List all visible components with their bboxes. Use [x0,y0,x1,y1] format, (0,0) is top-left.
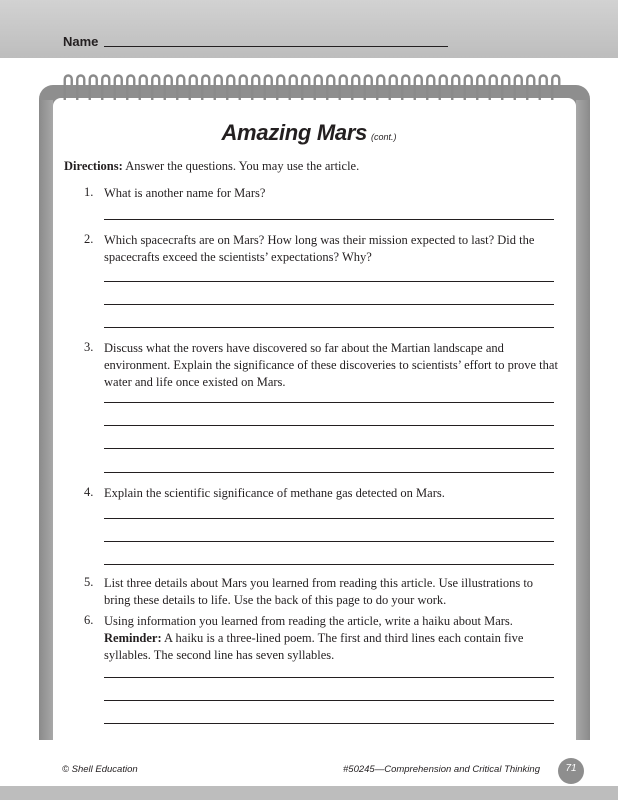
question-1-line: What is another name for Mars? [104,186,266,200]
question-1-number: 1. [84,185,94,199]
spiral-ring [177,76,184,101]
reminder-label: Reminder: [104,631,162,645]
answer-line[interactable] [104,518,554,519]
question-5-text [104,575,564,609]
spiral-ring [277,76,284,101]
spiral-ring [327,76,334,101]
spiral-ring [415,76,422,101]
spiral-ring [252,76,259,101]
question-5-number: 5. [84,575,94,589]
question-6-line: Using information you learned from reading the article, write a haiku about Mars. [104,614,513,628]
notepad-frame-left [39,100,53,740]
spiral-ring [90,76,97,101]
spiral-ring [452,76,459,101]
spiral-ring [352,76,359,101]
title-cont: (cont.) [371,132,397,142]
question-4-number: 4. [84,485,94,499]
question-3-text [104,340,564,391]
answer-line[interactable] [104,723,554,724]
directions [64,159,359,174]
question-2-line: Which spacecrafts are on Mars? How long was their mission expected to last? Did the [104,233,535,247]
spiral-ring [102,76,109,101]
spiral-ring [502,76,509,101]
title-main: Amazing Mars [221,120,368,145]
spiral-ring [340,76,347,101]
answer-line[interactable] [104,425,554,426]
spiral-ring [402,76,409,101]
spiral-ring [440,76,447,101]
answer-line[interactable] [104,402,554,403]
spiral-ring [365,76,372,101]
spiral-ring [290,76,297,101]
question-6-text [104,613,564,664]
answer-line[interactable] [104,564,554,565]
spiral-ring [527,76,534,101]
spiral-ring [152,76,159,101]
spiral-ring [477,76,484,101]
question-3-line: water and life once existed on Mars. [104,375,286,389]
footer-copyright: © Shell Education [62,764,138,775]
spiral-ring [190,76,197,101]
answer-line[interactable] [104,677,554,678]
answer-line[interactable] [104,281,554,282]
answer-line[interactable] [104,448,554,449]
question-6-reminder [104,630,564,647]
answer-line[interactable] [104,304,554,305]
directions-label: Directions: [64,159,123,173]
spiral-ring [552,76,559,101]
spiral-ring [390,76,397,101]
spiral-ring [77,76,84,101]
name-field[interactable] [104,46,448,47]
spiral-ring [215,76,222,101]
question-4-text [104,485,564,502]
footer-product: #50245—Comprehension and Critical Thinking [343,764,540,775]
spiral-ring [115,76,122,101]
answer-line[interactable] [104,327,554,328]
page-title [0,120,618,146]
spiral-rings-icon [62,70,562,108]
question-3-number: 3. [84,340,94,354]
spiral-ring [302,76,309,101]
question-5-line: List three details about Mars you learned from reading this article. Use illustrations to [104,576,534,590]
answer-line[interactable] [104,541,554,542]
spiral-ring [427,76,434,101]
spiral-ring [227,76,234,101]
answer-line[interactable] [104,219,554,220]
question-6-number: 6. [84,613,94,627]
reminder-text: A haiku is a three-lined poem. The first and third lines each contain five [161,631,524,645]
header-band [0,0,618,58]
question-2-line: spacecrafts exceed the scientists’ expectations? Why? [104,250,372,264]
answer-line[interactable] [104,700,554,701]
question-3-line: Discuss what the rovers have discovered so far about the Martian landscape and [104,341,504,355]
page-number-badge: 71 [558,758,584,784]
spiral-ring [490,76,497,101]
spiral-ring [540,76,547,101]
footer-band [0,786,618,800]
question-2-text [104,232,564,266]
spiral-ring [127,76,134,101]
spiral-ring [140,76,147,101]
spiral-ring [377,76,384,101]
name-label: Name [63,34,99,49]
spiral-ring [65,76,72,101]
spiral-ring [465,76,472,101]
notepad-frame-right [576,100,590,740]
spiral-ring [165,76,172,101]
directions-text: Answer the questions. You may use the article. [122,159,360,173]
answer-line[interactable] [104,472,554,473]
spiral-ring [240,76,247,101]
question-5-line: bring these details to life. Use the back of this page to do your work. [104,593,447,607]
question-3-line: environment. Explain the significance of these discoveries to scientists’ effort to prove that [104,358,558,372]
spiral-ring [515,76,522,101]
spiral-ring [202,76,209,101]
question-4-line: Explain the scientific significance of methane gas detected on Mars. [104,486,445,500]
spiral-ring [315,76,322,101]
question-2-number: 2. [84,232,94,246]
question-1-text [104,185,564,202]
question-6-line: syllables. The second line has seven syllables. [104,648,335,662]
spiral-ring [265,76,272,101]
